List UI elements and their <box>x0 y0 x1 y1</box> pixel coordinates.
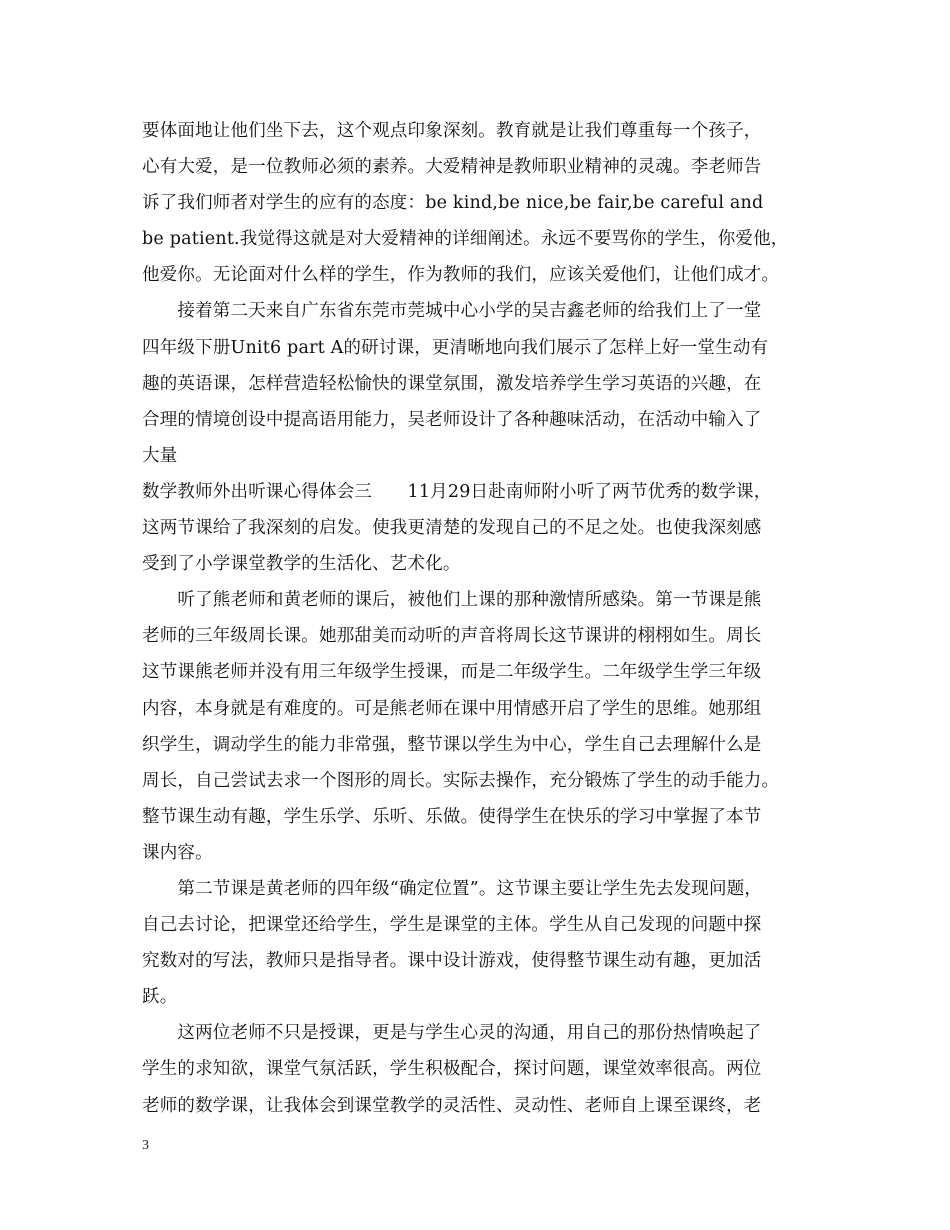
text-line: 整节课生动有趣，学生乐学、乐听、乐做。使得学生在快乐的学习中掌握了本节 <box>142 806 762 827</box>
text-line: 心有大爱，是一位教师必须的素养。大爱精神是教师职业精神的灵魂。李老师告 <box>142 157 762 178</box>
text-line: 织学生，调动学生的能力非常强，整节课以学生为中心，学生自己去理解什么是 <box>142 734 762 755</box>
text-line: 合理的情境创设中提高语用能力，吴老师设计了各种趣味活动，在活动中输入了 <box>142 409 762 430</box>
text-line: 趣的英语课，怎样营造轻松愉快的课堂氛围，激发培养学生学习英语的兴趣，在 <box>142 373 762 394</box>
text-line: 究数对的写法，教师只是指导者。课中设计游戏，使得整节课生动有趣，更加活 <box>142 951 762 972</box>
text-line: 自己去讨论，把课堂还给学生，学生是课堂的主体。学生从自己发现的问题中探 <box>142 915 762 936</box>
text-line: be patient.我觉得这就是对大爱精神的详细阐述。永远不要骂你的学生，你爱他， <box>142 229 789 250</box>
text-line: 接着第二天来自广东省东莞市莞城中心小学的吴吉鑫老师的给我们上了一堂 <box>142 301 762 322</box>
text-line: 第二节课是黄老师的四年级“确定位置”。这节课主要让学生先去发现问题， <box>142 878 763 899</box>
text-line: 四年级下册Unit6 part A的研讨课，更清晰地向我们展示了怎样上好一堂生动有 <box>142 337 769 358</box>
section-title-line: 数学教师外出听课心得体会三 11月29日赴南师附小听了两节优秀的数学课， <box>142 481 772 502</box>
text-line: 这节课熊老师并没有用三年级学生授课，而是二年级学生。二年级学生学三年级 <box>142 662 762 683</box>
text-line: 大量 <box>142 445 178 466</box>
text-line: 学生的求知欲，课堂气氛活跃，学生积极配合，探讨问题，课堂效率很高。两位 <box>142 1059 762 1080</box>
body-text <box>142 113 822 1124</box>
text-line: 听了熊老师和黄老师的课后，被他们上课的那种激情所感染。第一节课是熊 <box>142 590 762 611</box>
text-line: 受到了小学课堂教学的生活化、艺术化。 <box>142 554 461 575</box>
text-line: 内容，本身就是有难度的。可是熊老师在课中用情感开启了学生的思维。她那组 <box>142 698 762 719</box>
text-line: 课内容。 <box>142 842 213 863</box>
text-line: 老师的数学课，让我体会到课堂教学的灵活性、灵动性、老师自上课至课终，老 <box>142 1095 762 1116</box>
text-line: 老师的三年级周长课。她那甜美而动听的声音将周长这节课讲的栩栩如生。周长 <box>142 626 762 647</box>
page-number: 3 <box>142 1138 149 1153</box>
text-line: 跃。 <box>142 987 178 1008</box>
text-line: 这两节课给了我深刻的启发。使我更清楚的发现自己的不足之处。也使我深刻感 <box>142 518 762 539</box>
text-line: 这两位老师不只是授课，更是与学生心灵的沟通，用自己的那份热情唤起了 <box>142 1023 762 1044</box>
text-line: 他爱你。无论面对什么样的学生，作为教师的我们，应该关爱他们，让他们成才。 <box>142 265 780 286</box>
text-line: 要体面地让他们坐下去，这个观点印象深刻。教育就是让我们尊重每一个孩子， <box>142 121 762 141</box>
text-line: 诉了我们师者对学生的应有的态度：be kind,be nice,be fair,be careful and <box>142 193 764 214</box>
text-line: 周长，自己尝试去求一个图形的周长。实际去操作，充分锻炼了学生的动手能力。 <box>142 770 780 791</box>
